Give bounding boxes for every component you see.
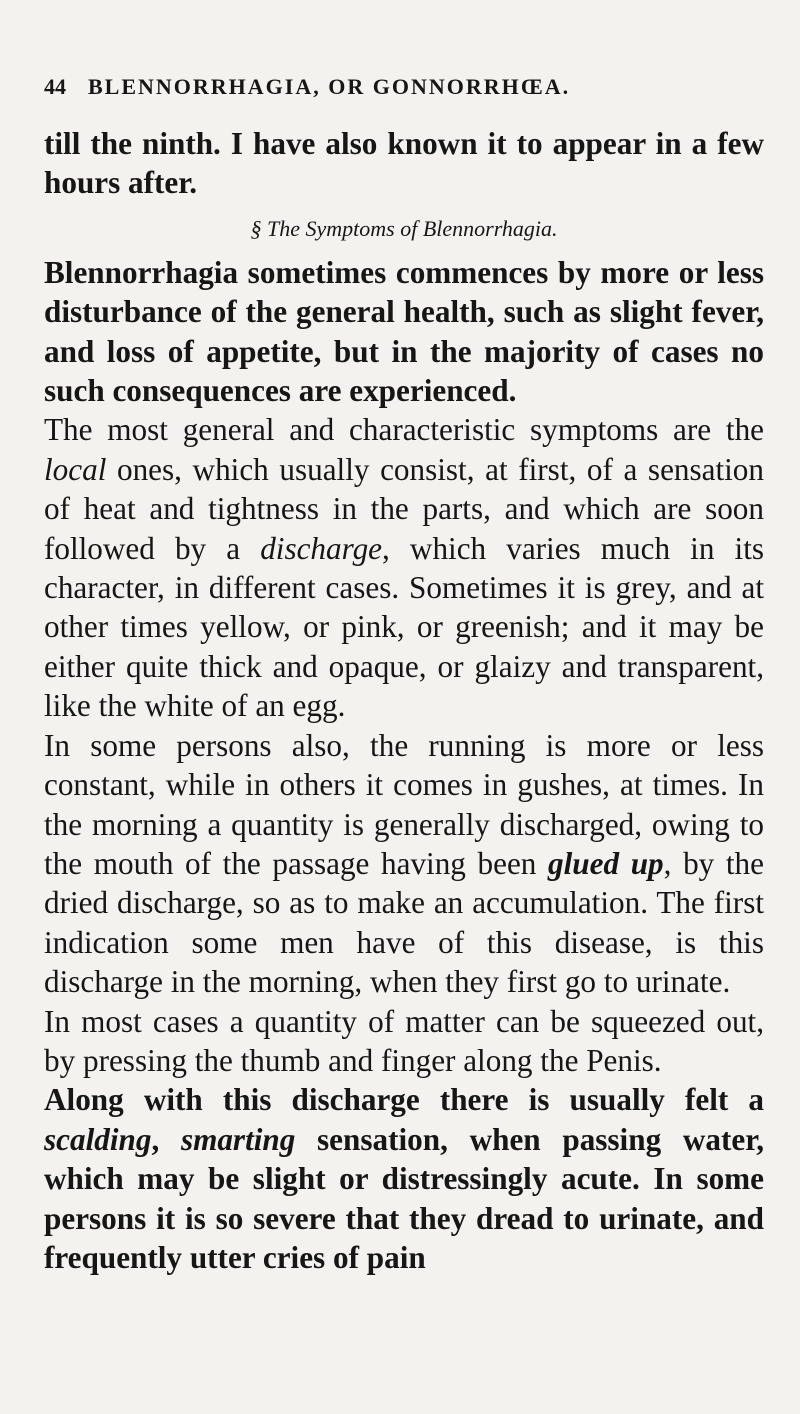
paragraph-squeezed: In most cases a quantity of matter can be squeezed out, by pressing the thumb and finger along the Penis. xyxy=(44,1003,764,1078)
text-run: , xyxy=(151,1121,181,1157)
page-number: 44 xyxy=(44,74,66,99)
paragraph-scalding xyxy=(44,1080,764,1277)
paragraph-continuation: till the ninth. I have also known it to appear in a few hours after. xyxy=(44,126,764,201)
emphasis-scalding: scalding xyxy=(44,1121,152,1157)
text-run: , by the dried discharge, so as to make an accumulation. The first indication some men have of this disease, is this discharge in the morning, when they first go to urinate. xyxy=(44,845,764,1000)
paragraph-local-symptoms xyxy=(44,410,764,725)
emphasis-local: local xyxy=(44,451,107,487)
running-title: BLENNORRHAGIA, OR GONNORRHŒA. xyxy=(88,74,571,99)
body-text xyxy=(44,124,764,1277)
text-run: ones, which usually consist, at first, of a sensation of heat and tightness in the parts, and which are soon followed by a xyxy=(44,451,764,566)
text-run: , which varies much in its character, in different cases. Sometimes it is grey, and at other times yellow, or pink, or greenish; and it may be either quite thick and opaque, or glaizy and transparent, like the white of an egg. xyxy=(44,530,764,724)
text-run: The most general and characteristic symptoms are the xyxy=(44,412,764,448)
paragraph-onset: Blennorrhagia sometimes commences by more or less disturbance of the general health, such as slight fever, and loss of appetite, but in the majority of cases no such consequences are experienced. xyxy=(44,254,764,409)
paragraph-running xyxy=(44,726,764,1002)
section-title: § The Symptoms of Blennorrhagia. xyxy=(250,215,558,241)
text-run: Along with this discharge there is usually felt a xyxy=(44,1082,764,1118)
emphasis-smarting: smarting xyxy=(180,1121,296,1157)
text-run: In some persons also, the running is more or less constant, while in others it comes in gushes, at times. In the morning a quantity is generally discharged, owing to the mouth of the passage having been xyxy=(44,727,764,881)
running-header xyxy=(44,74,764,100)
text-run: sensation, when passing water, which may be slight or distressingly acute. In some persons it is so severe that they dread to urinate, and frequently utter cries of pain xyxy=(44,1121,764,1275)
emphasis-glued-up: glued up xyxy=(548,845,664,881)
emphasis-discharge: discharge xyxy=(260,530,383,566)
